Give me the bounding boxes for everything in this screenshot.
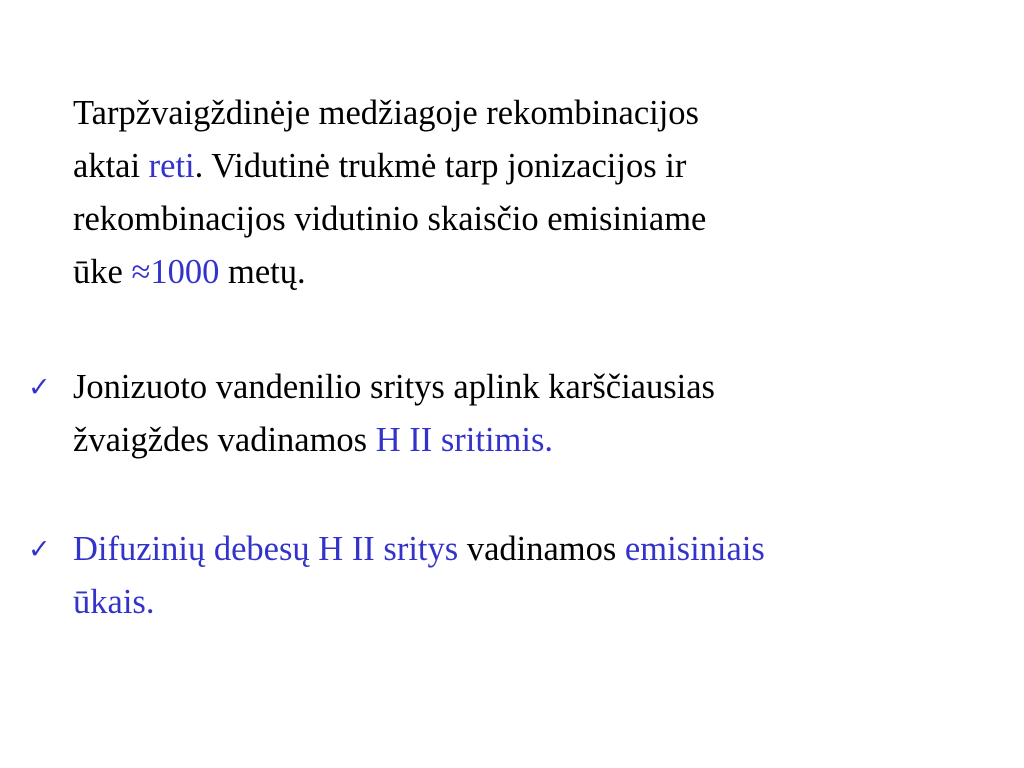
- text-segment: žvaigždes vadinamos: [73, 421, 376, 459]
- paragraph-line: [73, 361, 1003, 414]
- text-segment: Jonizuoto vandenilio sritys aplink karščiausias: [73, 368, 715, 406]
- paragraph-hii-regions: [73, 361, 1003, 467]
- paragraph-line: [73, 193, 1003, 246]
- paragraph-line: [73, 246, 1003, 299]
- paragraph-line: [73, 523, 1003, 576]
- highlight-reti: reti: [148, 147, 195, 185]
- text-segment: ūke: [73, 253, 132, 291]
- highlight-difuziniu: Difuzinių debesų H II sritys: [73, 530, 459, 568]
- text-segment: Tarpžvaigždinėje medžiagoje rekombinacijos: [73, 94, 699, 132]
- text-segment: vadinamos: [458, 530, 625, 568]
- highlight-1000: ≈1000: [131, 253, 220, 291]
- text-segment: . Vidutinė trukmė tarp jonizacijos ir: [194, 147, 687, 185]
- highlight-hii-sritimis: H II sritimis.: [375, 421, 554, 459]
- checkmark-icon: ✓: [28, 372, 51, 403]
- paragraph-recombination: [73, 87, 1003, 299]
- paragraph-line: [73, 576, 1003, 629]
- paragraph-emission-nebulae: [73, 523, 1003, 629]
- checkmark-icon: ✓: [28, 534, 51, 565]
- text-segment: rekombinacijos vidutinio skaisčio emisiniame: [73, 200, 707, 238]
- highlight-ukais: ūkais.: [73, 583, 155, 621]
- paragraph-line: [73, 87, 1003, 140]
- paragraph-line: [73, 414, 1003, 467]
- text-segment: aktai: [73, 147, 149, 185]
- text-segment: metų.: [219, 253, 306, 291]
- paragraph-line: [73, 140, 1003, 193]
- highlight-emisiniais: emisiniais: [624, 530, 765, 568]
